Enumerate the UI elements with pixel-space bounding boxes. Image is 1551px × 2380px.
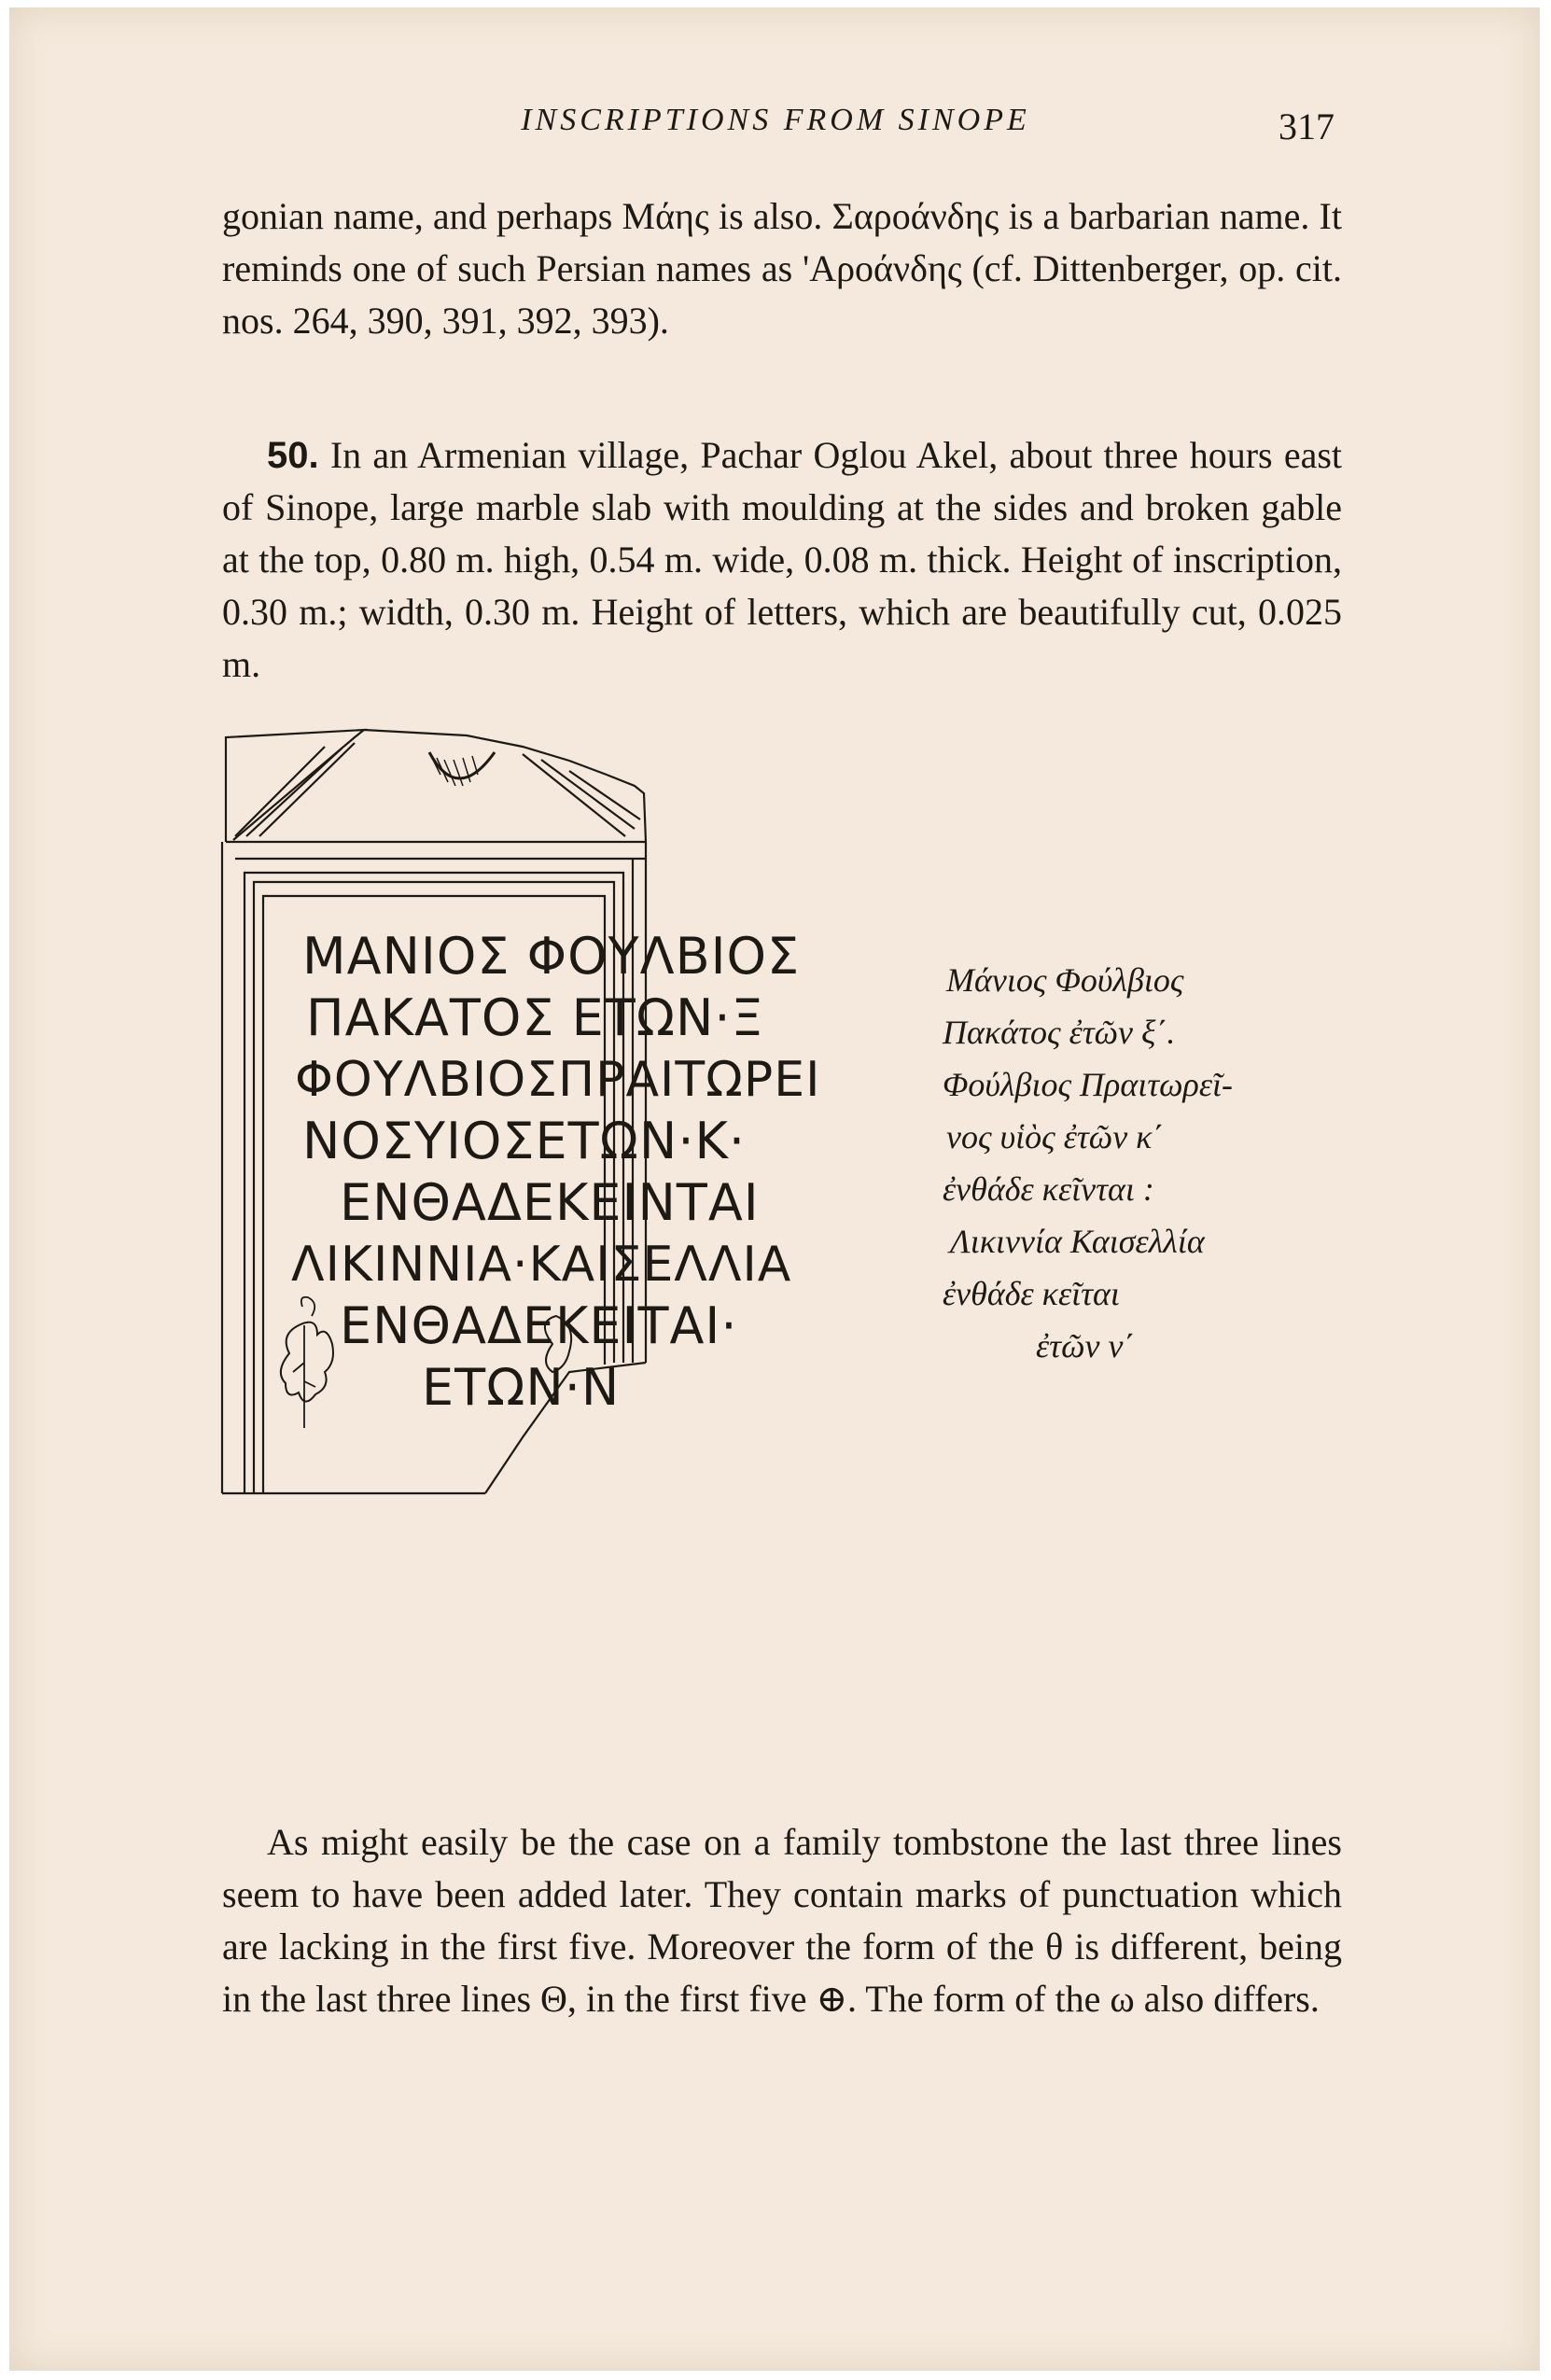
inscription-line: ΕΤΩΝ·Ν — [422, 1358, 621, 1417]
transcription-line: Μάνιος Φούλβιος — [946, 961, 1184, 999]
transcription-line: ἐνθάδε κεῖνται : — [943, 1170, 1154, 1208]
inscription-line: ΕΝΘΑΔΕΚΕΙΤΑΙ· — [340, 1296, 738, 1355]
inscription-line: ΦΟΥΛΒΙΟΣΠΡΑΙΤΩΡΕΙ — [295, 1052, 821, 1108]
paragraph-text: gonian name, and perhaps Μάης is also. Σαροάνδης is a barbarian name. It reminds one of such Persian names as 'Αροάνδης (cf. Dittenberger, op. cit. nos. 264, 390, 391, 392, 393). — [222, 195, 1342, 342]
gable-acroterion — [429, 752, 495, 778]
entry-number: 50. — [267, 435, 319, 476]
inscription-line: ΜΑΝΙΟΣ ΦΟΥΛΒΙΟΣ — [302, 927, 801, 986]
gable-acroterion-hatch — [431, 756, 478, 786]
running-header: INSCRIPTIONS FROM SINOPE — [521, 103, 1030, 137]
entry-description: In an Armenian village, Pachar Oglou Akel, about three hours east of Sinope, large marble slab with moulding at the sides and broken gable at the top, 0.80 m. high, 0.54 m. wide, 0.08 m. thick. Height of inscription, 0.30 m.; width, 0.30 m. Height of letters, which are beautifully cut, 0.025 m. — [222, 434, 1343, 685]
page-number: 317 — [1279, 105, 1334, 147]
transcription-line: νος υἱὸς ἐτῶν κ΄ — [946, 1118, 1164, 1155]
greek-transcription — [943, 954, 1334, 1372]
paragraph-entry-50 — [222, 429, 1342, 691]
inscription-line: ΕΝΘΑΔΕΚΕΙΝΤΑΙ — [340, 1173, 760, 1232]
entry-paragraph — [222, 429, 1342, 691]
paragraph-commentary — [222, 1816, 1342, 2025]
transcription-line: Πακάτος ἐτῶν ξ΄. — [943, 1014, 1176, 1051]
transcription-line: Φούλβιος Πραιτωρεῖ- — [943, 1066, 1233, 1103]
transcription-line: ἐνθάδε κεῖται — [943, 1275, 1120, 1312]
paragraph-continuation — [222, 190, 1342, 347]
inscription-line: ΠΑΚΑΤΟΣ ΕΤΩΝ·Ξ — [306, 988, 764, 1047]
inscription-line: ΝΟΣΥΙΟΣΕΤΩΝ·Κ· — [302, 1112, 747, 1170]
commentary-text: As might easily be the case on a family tombstone the last three lines seem to have been added later. They contain marks of punctuation which are lacking in the first five. Moreover the form of the θ is different, being in the last three lines Θ, in the first five ⊕. The form of the ω also differs. — [222, 1821, 1342, 2020]
transcription-line: ἐτῶν ν΄ — [1036, 1327, 1135, 1365]
inscription-line: ΛΙΚΙΝΝΙΑ·ΚΑΙΣΕΛΛΙΑ — [291, 1237, 792, 1293]
transcription-line: Λικιννία Καισελλία — [950, 1223, 1205, 1260]
inscription-text — [291, 926, 888, 1419]
gable-broken-edge — [364, 730, 646, 842]
gable-inner-right — [523, 754, 640, 836]
